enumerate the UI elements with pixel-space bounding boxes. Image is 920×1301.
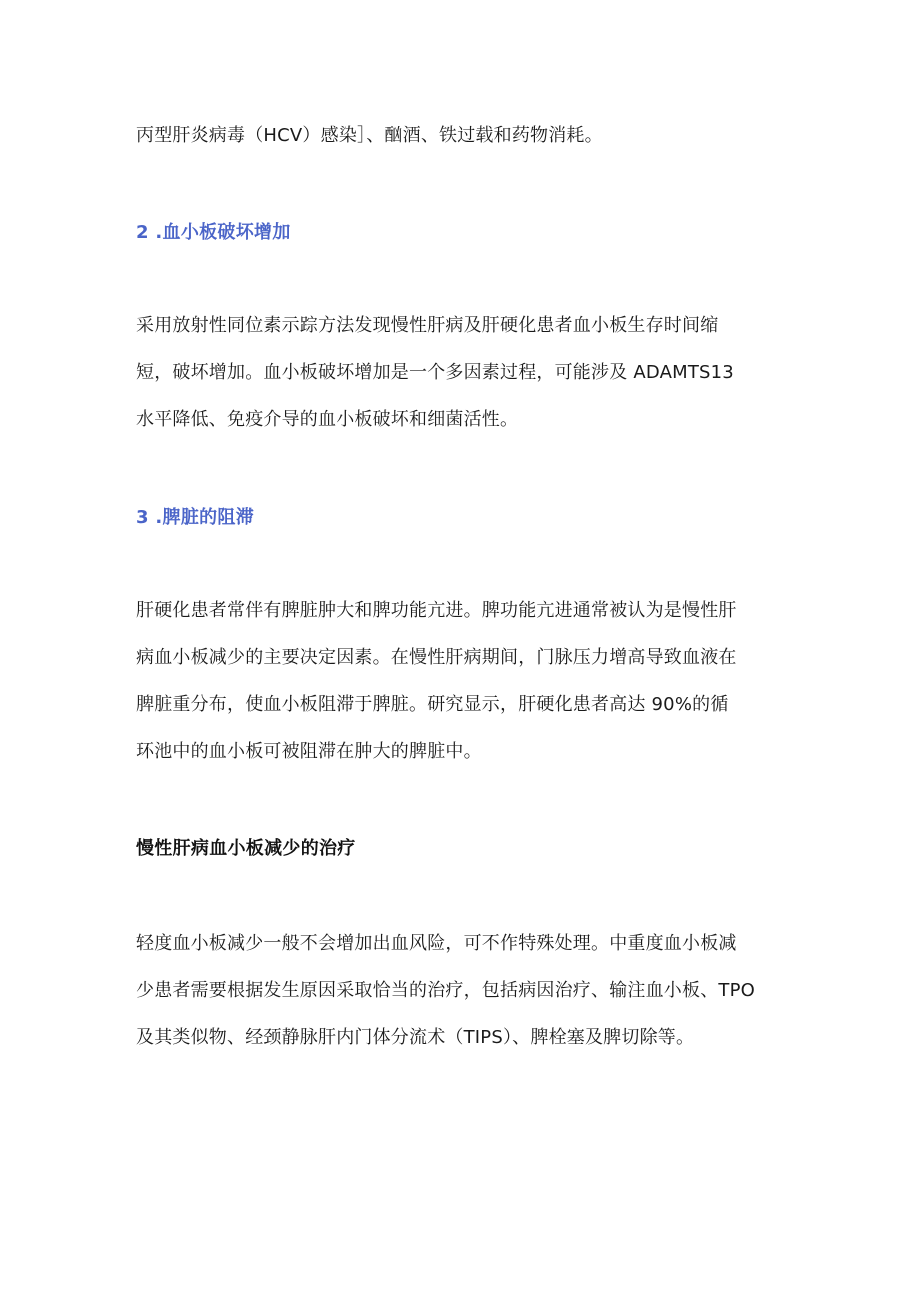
platelet-destruction-paragraph [136,302,792,443]
paragraph-line: 病血小板减少的主要决定因素。在慢性肝病期间，门脉压力增高导致血液在 [136,647,737,668]
paragraph-line: 水平降低、免疫介导的血小板破坏和细菌活性。 [136,409,519,430]
section-heading-platelet-destruction: 2 .血小板破坏增加 [136,222,291,243]
section-heading-spleen-sequestration: 3 .脾脏的阻滞 [136,507,255,528]
paragraph-line: 采用放射性同位素示踪方法发现慢性肝病及肝硬化患者血小板生存时间缩 [136,315,719,336]
paragraph-line: 短，破坏增加。血小板破坏增加是一个多因素过程，可能涉及 ADAMTS13 [136,362,734,383]
paragraph-line: 环池中的血小板可被阻滞在肿大的脾脏中。 [136,741,482,762]
paragraph-line: 脾脏重分布，使血小板阻滞于脾脏。研究显示，肝硬化患者高达 90%的循 [136,694,729,715]
intro-paragraph [136,112,792,159]
spleen-sequestration-paragraph [136,587,792,775]
paragraph-line: 肝硬化患者常伴有脾脏肿大和脾功能亢进。脾功能亢进通常被认为是慢性肝 [136,600,737,621]
paragraph-line: 少患者需要根据发生原因采取恰当的治疗，包括病因治疗、输注血小板、TPO [136,980,756,1001]
treatment-paragraph [136,920,792,1061]
paragraph-line: 及其类似物、经颈静脉肝内门体分流术（TIPS）、脾栓塞及脾切除等。 [136,1027,695,1048]
section-heading-treatment: 慢性肝病血小板减少的治疗 [136,838,356,859]
paragraph-line: 轻度血小板减少一般不会增加出血风险，可不作特殊处理。中重度血小板减 [136,933,737,954]
paragraph-line: 丙型肝炎病毒（HCV）感染］、酗酒、铁过载和药物消耗。 [136,125,603,146]
